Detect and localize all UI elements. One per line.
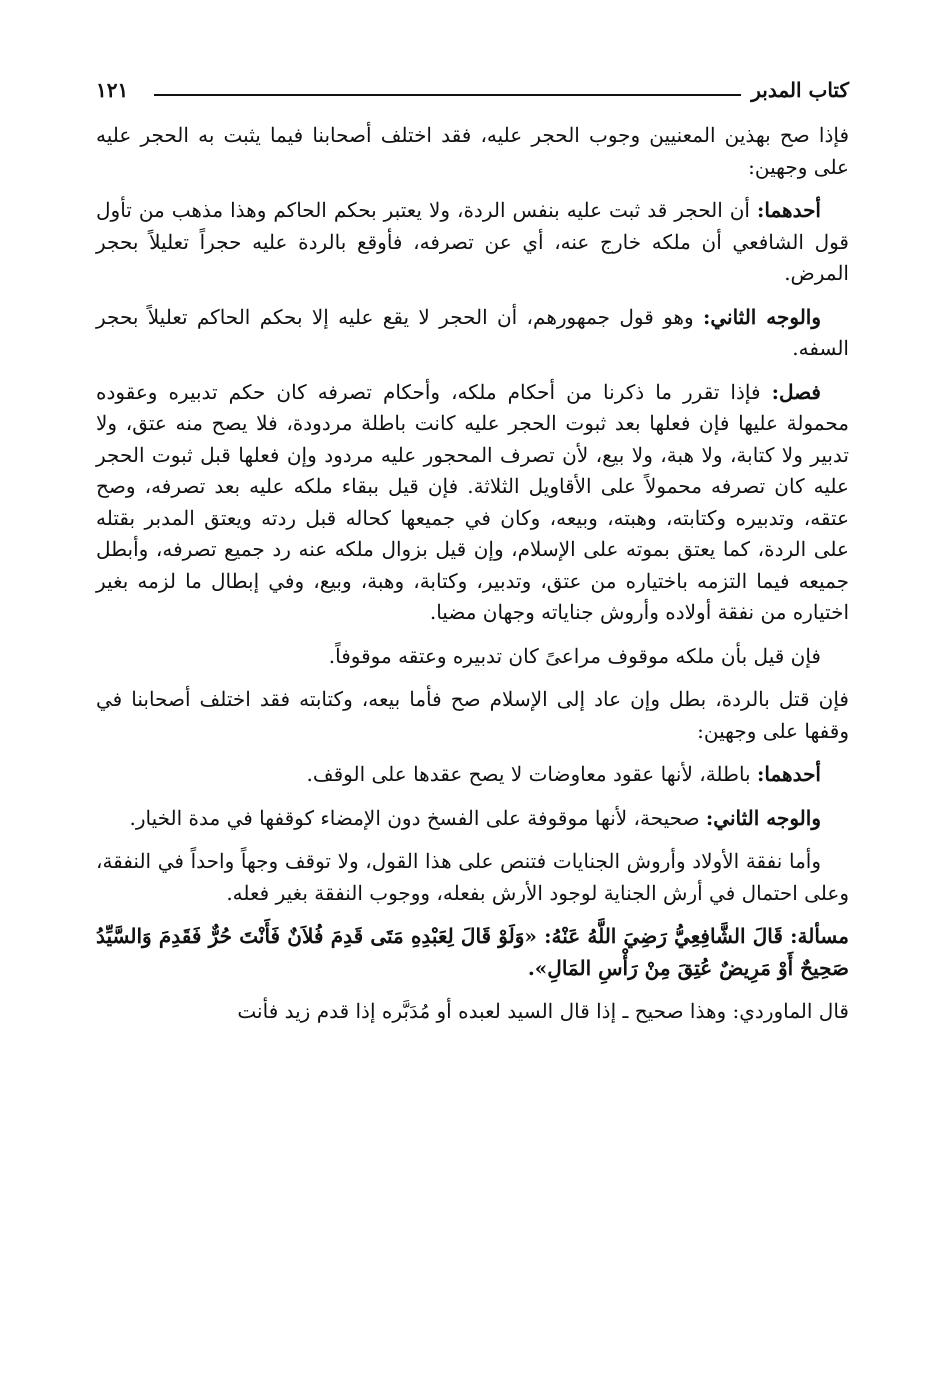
- paragraph: [96, 195, 849, 290]
- paragraph: [96, 803, 849, 835]
- paragraph-text: صحيحة، لأنها موقوفة على الفسخ دون الإمضاء كوقفها في مدة الخيار.: [129, 805, 706, 830]
- paragraph-text: فإن قيل بأن ملكه موقوف مراعىً كان تدبيره وعتقه موقوفاً.: [328, 643, 821, 668]
- paragraph-text: قال الماوردي: وهذا صحيح ـ إذا قال السيد لعبده أو مُدَبَّره إذا قدم زيد فأنت: [237, 999, 849, 1023]
- paragraph: [96, 846, 849, 909]
- paragraph-text: أن الحجر قد ثبت عليه بنفس الردة، ولا يعتبر بحكم الحاكم وهذا مذهب من تأول قول الشافعي أن ملكه خارج عنه، أي عن تصرفه، فأوقع بالردة عليه حجراً تعليلاً بحجر المرض.: [96, 198, 849, 285]
- paragraph-text: وهو قول جمهورهم، أن الحجر لا يقع عليه إلا بحكم الحاكم تعليلاً بحجر السفه.: [96, 304, 849, 360]
- paragraph-text: قَالَ الشَّافِعِيُّ رَضِيَ اللَّهُ عَنْهُ: «وَلَوْ قَالَ لِعَبْدِهِ مَتَى قَدِمَ فُلاَنٌ فَأَنْتَ حُرٌّ فَقَدِمَ وَالسَّيِّدُ صَحِيحٌ أَوْ مَرِيضٌ عُتِقَ مِنْ رَأْسِ المَالِ».: [96, 924, 849, 980]
- paragraph: [96, 684, 849, 747]
- book-title: كتاب المدبر: [751, 78, 849, 102]
- paragraph: [96, 377, 849, 629]
- paragraph-text: باطلة، لأنها عقود معاوضات لا يصح عقدها على الوقف.: [306, 762, 757, 786]
- paragraph-lead: والوجه الثاني:: [705, 805, 821, 830]
- paragraph-text: فإذا تقرر ما ذكرنا من أحكام ملكه، وأحكام تصرفه كان حكم تدبيره وعقوده محمولة عليها فإن فعلها بعد ثبوت الحجر عليه كانت باطلة مردودة، فلا يصح منه عتق، ولا تدبير ولا كتابة، ولا هبة، ولا بيع، لأن تصرف المحجور عليه مردود وإن فعلها قبل ثبوت الحجر عليه كان تصرفه محمولاً على الأقاويل الثلاثة. فإن قيل ببقاء ملكه عليه بعد تصرفه، وصح عتقه، وتدبيره وكتابته، وهبته، وبيعه، وكان في جميعها كحاله قبل ردته ويعتق المدبر بقتله على الردة، كما يعتق بموته على الإسلام، وإن قيل بزوال ملكه عنه رد جميع تصرفه، وأبطل جميعه فيما التزمه باختياره من عتق، وتدبير، وكتابة، وهبة، وبيع، وفي إبطال ما لزمه بغير اختياره من نفقة أولاده وأروش جناياته وجهان مضيا.: [96, 379, 850, 624]
- page-number: ١٢١: [96, 78, 129, 102]
- paragraph: [96, 921, 849, 984]
- paragraph-lead: مسألة:: [790, 924, 849, 948]
- paragraph-lead: أحدهما:: [756, 198, 821, 222]
- paragraph: [96, 641, 849, 673]
- paragraph: [96, 302, 849, 365]
- paragraph-text: فإن قتل بالردة، بطل وإن عاد إلى الإسلام صح فأما بيعه، وكتابته فقد اختلف أصحابنا في وقفها على وجهين:: [96, 687, 849, 743]
- paragraph: [96, 759, 849, 791]
- paragraph-lead: أحدهما:: [756, 762, 821, 786]
- paragraph-text: وأما نفقة الأولاد وأروش الجنايات فتنص على هذا القول، ولا توقف وجهاً واحداً في النفقة، وعلى احتمال في أرش الجناية لوجود الأرش بفعله، ووجوب النفقة بغير فعله.: [96, 849, 849, 905]
- paragraph-lead: والوجه الثاني:: [702, 304, 822, 329]
- paragraph-text: فإذا صح بهذين المعنيين وجوب الحجر عليه، فقد اختلف أصحابنا فيما يثبت به الحجر عليه على وجهين:: [96, 123, 849, 179]
- paragraph: [96, 120, 849, 183]
- running-header: [96, 72, 849, 112]
- paragraph-lead: فصل:: [771, 379, 821, 404]
- paragraph: [96, 996, 849, 1028]
- header-rule: [154, 94, 741, 96]
- page-body: [96, 120, 849, 1040]
